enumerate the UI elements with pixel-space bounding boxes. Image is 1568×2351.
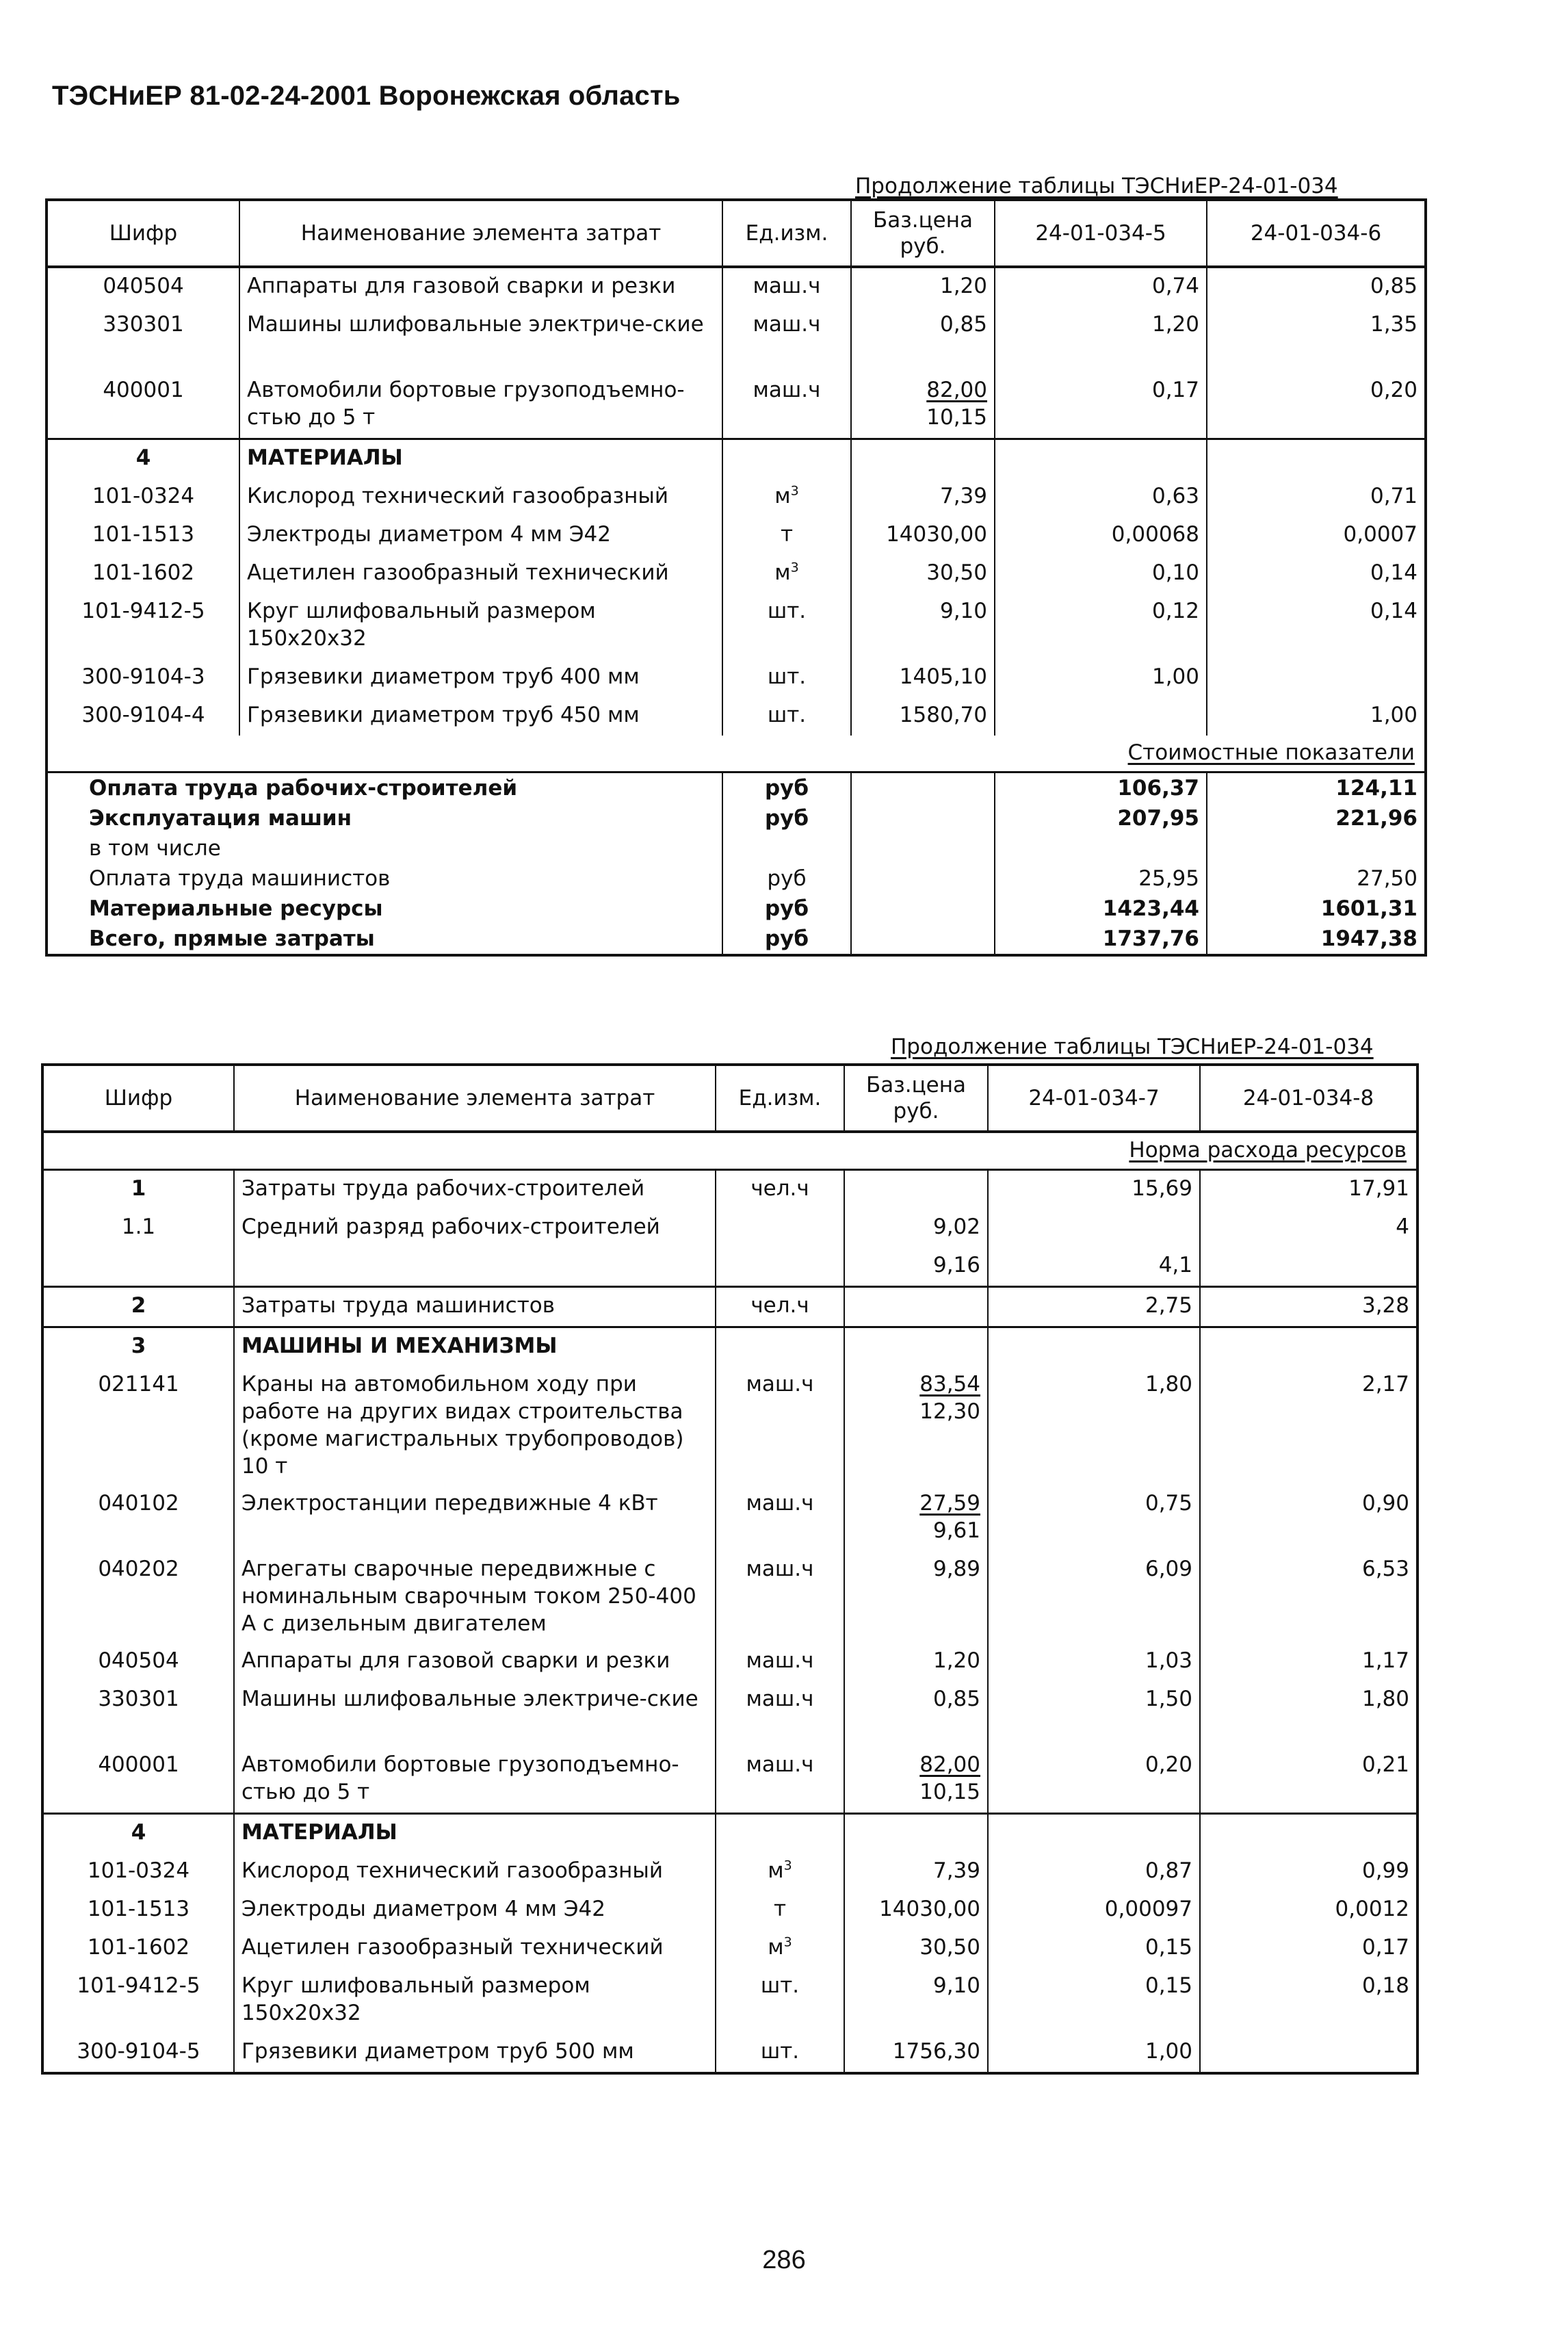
cell-price [844, 1170, 988, 1210]
cell-code: 021141 [42, 1366, 234, 1485]
cell-name: Машины шлифовальные электриче-ские [234, 1681, 716, 1747]
table-row [42, 1247, 1417, 1287]
cell-code: 101-1513 [42, 1891, 234, 1930]
cost-row [47, 924, 1426, 955]
cell-value-2: 0,20 [1207, 372, 1426, 439]
cell-value-1: 0,12 [995, 593, 1207, 659]
cell-name: Электроды диаметром 4 мм Э42 [234, 1891, 716, 1930]
cost-unit [722, 833, 851, 863]
cell-value-2: 1,17 [1200, 1643, 1417, 1681]
cell-unit [722, 478, 851, 517]
unit-text: чел.ч [750, 1176, 809, 1201]
cost-label: Материальные ресурсы [47, 894, 722, 924]
table-row [42, 1287, 1417, 1327]
unit-text: маш.ч [746, 1752, 814, 1777]
cell-unit [722, 439, 851, 479]
cell-value-2: 0,17 [1200, 1930, 1417, 1968]
unit-text: шт. [760, 1973, 800, 1998]
table1-header-row [47, 200, 1426, 267]
cell-value-1: 1,20 [995, 307, 1207, 372]
cell-value-1: 0,10 [995, 555, 1207, 593]
cell-code: 101-0324 [47, 478, 239, 517]
cell-value-2: 0,21 [1200, 1747, 1417, 1814]
price-top: 83,54 [919, 1372, 980, 1397]
cell-name: Средний разряд рабочих-строителей [234, 1209, 716, 1247]
cell-code: 3 [42, 1327, 234, 1367]
cell-price: 9,16 [844, 1247, 988, 1287]
table-row [47, 517, 1426, 555]
price-top: 27,59 [919, 1491, 980, 1516]
cell-name: Агрегаты сварочные передвижные с номинальным сварочным током 250-400 А с дизельным двигателем [234, 1551, 716, 1643]
col-header-name: Наименование элемента затрат [239, 200, 722, 267]
cost-value-1 [995, 833, 1207, 863]
table-row [42, 1551, 1417, 1643]
unit-text: маш.ч [746, 1648, 814, 1673]
cell-unit [722, 267, 851, 307]
price-bottom: 10,15 [926, 405, 987, 430]
cell-price: 1,20 [851, 267, 995, 307]
cell-code: 300-9104-5 [42, 2034, 234, 2073]
page-header: ТЭСНиЕР 81-02-24-2001 Воронежская область [52, 81, 681, 111]
cell-value-2 [1200, 1327, 1417, 1367]
col-header-v2: 24-01-034-6 [1207, 200, 1426, 267]
cell-price: 9,10 [851, 593, 995, 659]
cost-value-1: 25,95 [995, 863, 1207, 894]
cell-price: 30,50 [844, 1930, 988, 1968]
cell-price [851, 439, 995, 479]
col-header-price: Баз.цена руб. [844, 1065, 988, 1132]
table2-norm-header-row [42, 1132, 1417, 1170]
cell-code: 040102 [42, 1485, 234, 1551]
cell-value-2: 4 [1200, 1209, 1417, 1247]
cell-price: 9,02 [844, 1209, 988, 1247]
cell-code: 4 [47, 439, 239, 479]
cell-code: 2 [42, 1287, 234, 1327]
cell-name: Кислород технический газообразный [234, 1853, 716, 1891]
unit-text: м [768, 1935, 784, 1960]
cell-value-1: 0,00097 [988, 1891, 1200, 1930]
cell-value-1: 0,15 [988, 1930, 1200, 1968]
cell-price: 7,39 [844, 1853, 988, 1891]
cell-value-2: 6,53 [1200, 1551, 1417, 1643]
cell-code: 040202 [42, 1551, 234, 1643]
cell-code: 330301 [42, 1681, 234, 1747]
cost-price-empty [851, 894, 995, 924]
cell-value-1 [995, 697, 1207, 736]
cell-value-1 [995, 439, 1207, 479]
table1-continuation-caption: Продолжение таблицы ТЭСНиЕР-24-01-034 [855, 174, 1338, 198]
cell-unit [722, 659, 851, 697]
cell-unit [716, 1209, 844, 1247]
unit-text: чел.ч [750, 1293, 809, 1318]
cell-value-1: 0,87 [988, 1853, 1200, 1891]
page-number: 286 [762, 2246, 806, 2274]
unit-text: т [780, 522, 794, 547]
table-row [42, 1681, 1417, 1747]
cost-unit: руб [722, 894, 851, 924]
table2 [41, 1063, 1419, 2075]
cell-name: Аппараты для газовой сварки и резки [234, 1643, 716, 1681]
table-row [42, 1853, 1417, 1891]
unit-text: шт. [760, 2039, 800, 2064]
cell-code: 040504 [42, 1643, 234, 1681]
cell-name: Затраты труда машинистов [234, 1287, 716, 1327]
cell-price [844, 1747, 988, 1814]
cell-value-1: 6,09 [988, 1551, 1200, 1643]
cell-price: 1,20 [844, 1643, 988, 1681]
table-row [47, 555, 1426, 593]
cell-price: 0,85 [851, 307, 995, 372]
table1 [45, 198, 1427, 957]
cost-price-empty [851, 863, 995, 894]
cell-value-2: 0,71 [1207, 478, 1426, 517]
price-bottom: 9,61 [932, 1518, 980, 1543]
cost-label: Эксплуатация машин [47, 803, 722, 833]
table-row [42, 1747, 1417, 1814]
table-row [47, 267, 1426, 307]
unit-superscript: 3 [790, 483, 799, 499]
col-header-v1: 24-01-034-7 [988, 1065, 1200, 1132]
cell-value-1: 1,03 [988, 1643, 1200, 1681]
cell-price: 14030,00 [851, 517, 995, 555]
cell-unit [716, 1853, 844, 1891]
unit-text: маш.ч [746, 1372, 814, 1397]
cell-price: 0,85 [844, 1681, 988, 1747]
cost-value-2: 1601,31 [1207, 894, 1426, 924]
unit-text: маш.ч [753, 378, 821, 402]
cost-unit: руб [722, 803, 851, 833]
cell-code: 300-9104-4 [47, 697, 239, 736]
cell-price [844, 1287, 988, 1327]
cell-unit [722, 307, 851, 372]
cell-price: 1756,30 [844, 2034, 988, 2073]
cell-value-2: 0,18 [1200, 1968, 1417, 2034]
cell-name: МАТЕРИАЛЫ [234, 1814, 716, 1854]
cell-value-2: 0,14 [1207, 593, 1426, 659]
cell-unit [716, 1327, 844, 1367]
cell-value-2: 0,0012 [1200, 1891, 1417, 1930]
table-row [47, 697, 1426, 736]
cell-code: 330301 [47, 307, 239, 372]
unit-text: маш.ч [746, 1557, 814, 1581]
cost-price-empty [851, 924, 995, 955]
table2-header-row [42, 1065, 1417, 1132]
cell-value-2 [1200, 1247, 1417, 1287]
cell-name [234, 1247, 716, 1287]
cell-unit [716, 1968, 844, 2034]
cell-value-2: 2,17 [1200, 1366, 1417, 1485]
cell-name: Круг шлифовальный размером 150х20х32 [234, 1968, 716, 2034]
cost-label: в том числе [47, 833, 722, 863]
cell-unit [716, 1287, 844, 1327]
cost-value-2: 1947,38 [1207, 924, 1426, 955]
cell-price [844, 1327, 988, 1367]
price-top: 82,00 [926, 378, 987, 402]
table-row [42, 1485, 1417, 1551]
table-row [47, 439, 1426, 479]
cell-value-2: 3,28 [1200, 1287, 1417, 1327]
cost-label: Оплата труда рабочих-строителей [47, 772, 722, 804]
cell-code: 101-0324 [42, 1853, 234, 1891]
unit-text: м [768, 1858, 784, 1883]
table-row [42, 1170, 1417, 1210]
cell-value-1: 1,00 [988, 2034, 1200, 2073]
cell-unit [716, 1485, 844, 1551]
cell-name: Грязевики диаметром труб 400 мм [239, 659, 722, 697]
cell-price: 1405,10 [851, 659, 995, 697]
col-header-v1: 24-01-034-5 [995, 200, 1207, 267]
table-row [42, 1327, 1417, 1367]
unit-text: шт. [767, 599, 807, 623]
cell-unit [716, 1814, 844, 1854]
cell-value-1: 2,75 [988, 1287, 1200, 1327]
cost-row [47, 863, 1426, 894]
table1-cost-header-row [47, 736, 1426, 772]
cost-value-1: 207,95 [995, 803, 1207, 833]
cost-row [47, 803, 1426, 833]
col-header-code: Шифр [42, 1065, 234, 1132]
col-header-price: Баз.цена руб. [851, 200, 995, 267]
cell-name: Краны на автомобильном ходу при работе на других видах строительства (кроме магистральных трубопроводов) 10 т [234, 1366, 716, 1485]
cell-name: Ацетилен газообразный технический [239, 555, 722, 593]
cell-value-1: 1,80 [988, 1366, 1200, 1485]
cost-value-2: 27,50 [1207, 863, 1426, 894]
cell-price: 9,10 [844, 1968, 988, 2034]
cell-price [844, 1485, 988, 1551]
table-row [47, 372, 1426, 439]
cost-price-empty [851, 772, 995, 804]
cost-value-2: 124,11 [1207, 772, 1426, 804]
cell-value-2 [1200, 1814, 1417, 1854]
table-row [42, 1366, 1417, 1485]
cell-name: Грязевики диаметром труб 500 мм [234, 2034, 716, 2073]
cell-price: 1580,70 [851, 697, 995, 736]
cell-value-2: 0,0007 [1207, 517, 1426, 555]
cell-name: Автомобили бортовые грузоподъемно-стью до 5 т [239, 372, 722, 439]
table-row [47, 659, 1426, 697]
col-header-name: Наименование элемента затрат [234, 1065, 716, 1132]
cell-code: 101-1513 [47, 517, 239, 555]
cell-code: 400001 [42, 1747, 234, 1814]
cell-unit [716, 2034, 844, 2073]
cell-value-1: 0,17 [995, 372, 1207, 439]
cell-price [844, 1366, 988, 1485]
price-top: 82,00 [919, 1752, 980, 1777]
cost-value-1: 1737,76 [995, 924, 1207, 955]
unit-text: м [774, 560, 791, 585]
cell-name: Автомобили бортовые грузоподъемно-стью до 5 т [234, 1747, 716, 1814]
price-bottom: 12,30 [919, 1399, 980, 1424]
cell-name: Грязевики диаметром труб 450 мм [239, 697, 722, 736]
cell-unit [716, 1681, 844, 1747]
cell-value-2: 0,85 [1207, 267, 1426, 307]
cell-value-2: 0,90 [1200, 1485, 1417, 1551]
cost-value-2: 221,96 [1207, 803, 1426, 833]
cell-name: Затраты труда рабочих-строителей [234, 1170, 716, 1210]
col-header-unit: Ед.изм. [716, 1065, 844, 1132]
cell-name: Электростанции передвижные 4 кВт [234, 1485, 716, 1551]
table-row [47, 307, 1426, 372]
table-row [42, 1643, 1417, 1681]
cell-code: 400001 [47, 372, 239, 439]
cell-price: 14030,00 [844, 1891, 988, 1930]
cell-value-1: 15,69 [988, 1170, 1200, 1210]
cell-value-1: 0,00068 [995, 517, 1207, 555]
cost-price-empty [851, 803, 995, 833]
cell-code: 101-1602 [47, 555, 239, 593]
cell-unit [716, 1643, 844, 1681]
cell-unit [716, 1247, 844, 1287]
cost-unit: руб [722, 772, 851, 804]
cell-value-2 [1207, 659, 1426, 697]
table-row [42, 1209, 1417, 1247]
table-row [42, 1930, 1417, 1968]
cell-unit [716, 1747, 844, 1814]
cost-row [47, 894, 1426, 924]
cell-value-1 [988, 1814, 1200, 1854]
cost-unit: руб [722, 924, 851, 955]
cell-value-1: 0,75 [988, 1485, 1200, 1551]
cell-value-1: 0,15 [988, 1968, 1200, 2034]
cell-name: Ацетилен газообразный технический [234, 1930, 716, 1968]
unit-text: шт. [767, 664, 807, 689]
unit-text: маш.ч [753, 274, 821, 298]
cell-value-1 [988, 1209, 1200, 1247]
cell-price: 7,39 [851, 478, 995, 517]
cell-unit [722, 593, 851, 659]
cell-value-1 [988, 1327, 1200, 1367]
cell-code: 040504 [47, 267, 239, 307]
cost-row [47, 772, 1426, 804]
unit-superscript: 3 [790, 560, 799, 575]
cell-value-1: 4,1 [988, 1247, 1200, 1287]
norm-section-header: Норма расхода ресурсов [42, 1132, 1417, 1170]
cell-price [844, 1814, 988, 1854]
table-row [47, 478, 1426, 517]
cell-code: 101-1602 [42, 1930, 234, 1968]
cell-name: Круг шлифовальный размером 150х20х32 [239, 593, 722, 659]
cell-unit [716, 1891, 844, 1930]
cell-value-1: 1,50 [988, 1681, 1200, 1747]
cell-unit [722, 697, 851, 736]
col-header-code: Шифр [47, 200, 239, 267]
cell-value-1: 0,74 [995, 267, 1207, 307]
cost-section-header: Стоимостные показатели [47, 736, 1426, 772]
unit-text: т [773, 1897, 787, 1921]
cell-unit [716, 1366, 844, 1485]
unit-text: маш.ч [753, 312, 821, 337]
cell-name: Машины шлифовальные электриче-ские [239, 307, 722, 372]
cell-code: 1.1 [42, 1209, 234, 1247]
cell-name: МАШИНЫ И МЕХАНИЗМЫ [234, 1327, 716, 1367]
cell-price: 30,50 [851, 555, 995, 593]
cell-value-1: 1,00 [995, 659, 1207, 697]
col-header-unit: Ед.изм. [722, 200, 851, 267]
cost-label: Оплата труда машинистов [47, 863, 722, 894]
cell-value-2: 1,00 [1207, 697, 1426, 736]
table-row [42, 1814, 1417, 1854]
price-bottom: 10,15 [919, 1780, 980, 1804]
cell-unit [722, 555, 851, 593]
table-row [42, 1891, 1417, 1930]
cell-price [851, 372, 995, 439]
table-row [47, 593, 1426, 659]
cell-unit [716, 1551, 844, 1643]
table-row [42, 2034, 1417, 2073]
cell-name: Аппараты для газовой сварки и резки [239, 267, 722, 307]
unit-text: маш.ч [746, 1491, 814, 1516]
unit-text: шт. [767, 703, 807, 727]
cell-value-2: 1,80 [1200, 1681, 1417, 1747]
unit-superscript: 3 [783, 1934, 792, 1950]
cell-name: Кислород технический газообразный [239, 478, 722, 517]
cost-label: Всего, прямые затраты [47, 924, 722, 955]
cell-code: 101-9412-5 [47, 593, 239, 659]
cell-price: 9,89 [844, 1551, 988, 1643]
cell-name: МАТЕРИАЛЫ [239, 439, 722, 479]
cell-code: 1 [42, 1170, 234, 1210]
cell-value-2 [1207, 439, 1426, 479]
cell-code: 4 [42, 1814, 234, 1854]
cost-value-1: 106,37 [995, 772, 1207, 804]
unit-text: маш.ч [746, 1687, 814, 1711]
cell-unit [722, 372, 851, 439]
cost-row [47, 833, 1426, 863]
cost-price-empty [851, 833, 995, 863]
cell-value-2: 1,35 [1207, 307, 1426, 372]
unit-superscript: 3 [783, 1858, 792, 1873]
col-header-v2: 24-01-034-8 [1200, 1065, 1417, 1132]
cell-value-2: 0,99 [1200, 1853, 1417, 1891]
cell-value-2: 17,91 [1200, 1170, 1417, 1210]
cell-code [42, 1247, 234, 1287]
cell-code: 101-9412-5 [42, 1968, 234, 2034]
cell-value-1: 0,63 [995, 478, 1207, 517]
cell-value-1: 0,20 [988, 1747, 1200, 1814]
cell-code: 300-9104-3 [47, 659, 239, 697]
cost-unit: руб [722, 863, 851, 894]
cell-unit [716, 1170, 844, 1210]
cell-unit [716, 1930, 844, 1968]
table-row [42, 1968, 1417, 2034]
cell-value-2 [1200, 2034, 1417, 2073]
cell-name: Электроды диаметром 4 мм Э42 [239, 517, 722, 555]
cell-value-2: 0,14 [1207, 555, 1426, 593]
unit-text: м [774, 484, 791, 508]
cell-unit [722, 517, 851, 555]
cost-value-2 [1207, 833, 1426, 863]
table2-continuation-caption: Продолжение таблицы ТЭСНиЕР-24-01-034 [891, 1035, 1374, 1059]
cost-value-1: 1423,44 [995, 894, 1207, 924]
